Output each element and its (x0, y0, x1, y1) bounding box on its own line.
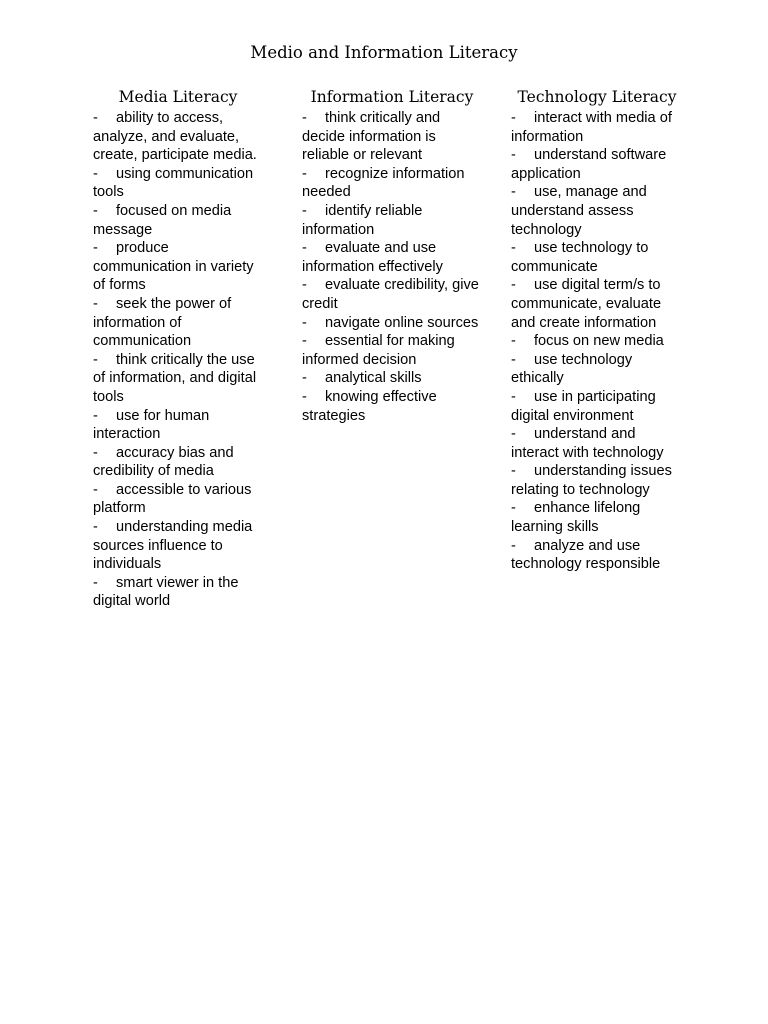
list-item (93, 351, 263, 407)
bullet-dash: - (511, 147, 516, 164)
list-item-text: analyze and use technology responsible (511, 537, 661, 573)
list-item (511, 462, 683, 499)
bullet-dash: - (93, 240, 98, 257)
list-item (93, 239, 263, 295)
list-item (302, 388, 482, 425)
list-item-text: evaluate and use information effectively (302, 240, 443, 275)
column-heading: Technology Literacy (517, 88, 677, 106)
list-item-text: using communication tools (93, 165, 254, 201)
list-item-text: understanding media sources influence to individuals (93, 519, 253, 573)
column-media-literacy (93, 86, 263, 611)
list-item (511, 332, 683, 351)
list-item-text: focused on media message (93, 202, 232, 238)
list-item (302, 239, 482, 276)
list-item (511, 239, 683, 276)
list-item (302, 314, 482, 333)
bullet-list (302, 109, 482, 425)
list-item (93, 574, 263, 611)
bullet-dash: - (93, 519, 98, 536)
list-item-text: enhance lifelong learning skills (511, 500, 641, 536)
list-item-text: smart viewer in the digital world (93, 574, 239, 610)
bullet-dash: - (511, 537, 516, 554)
list-item-text: use in participating digital environment (511, 388, 656, 424)
list-item-text: accessible to various platform (93, 481, 252, 517)
bullet-dash: - (511, 388, 516, 405)
bullet-dash: - (93, 351, 98, 368)
bullet-dash: - (511, 500, 516, 517)
list-item-text: understanding issues relating to technology (511, 463, 672, 498)
list-item (93, 165, 263, 202)
bullet-dash: - (93, 407, 98, 424)
list-item-text: accuracy bias and credibility of media (93, 444, 234, 480)
bullet-dash: - (511, 426, 516, 443)
list-item-text: identify reliable information (302, 202, 423, 238)
bullet-dash: - (511, 184, 516, 201)
bullet-dash: - (511, 240, 516, 257)
bullet-dash: - (302, 277, 307, 294)
list-item-text: think critically and decide information is reliable or relevant (302, 110, 441, 164)
column-information-literacy (302, 86, 482, 425)
list-item-text: use technology to communicate (511, 240, 649, 275)
list-item-text: analytical skills (325, 370, 422, 387)
list-item-text: use, manage and understand assess technology (511, 184, 647, 238)
list-item (511, 425, 683, 462)
bullet-list (511, 109, 683, 574)
bullet-dash: - (93, 202, 98, 219)
list-item-text: focus on new media (534, 333, 664, 350)
bullet-dash: - (93, 444, 98, 461)
bullet-dash: - (511, 463, 516, 480)
bullet-dash: - (511, 351, 516, 368)
bullet-dash: - (511, 333, 516, 350)
bullet-dash: - (511, 277, 516, 294)
list-item-text: produce communication in variety of forms (93, 240, 254, 294)
list-item (511, 146, 683, 183)
list-item (93, 518, 263, 574)
list-item-text: understand software application (511, 147, 667, 182)
list-item (302, 276, 482, 313)
list-item-text: ability to access, analyze, and evaluate, create, participate media. (93, 110, 257, 164)
list-item (93, 295, 263, 351)
bullet-dash: - (93, 574, 98, 591)
bullet-dash: - (93, 481, 98, 498)
bullet-list (93, 109, 263, 611)
list-item (511, 109, 683, 146)
list-item (93, 407, 263, 444)
list-item (93, 202, 263, 239)
column-technology-literacy (511, 86, 683, 574)
bullet-dash: - (302, 388, 307, 405)
list-item (302, 202, 482, 239)
list-item (511, 183, 683, 239)
list-item (511, 276, 683, 332)
bullet-dash: - (511, 110, 516, 126)
list-item (511, 537, 683, 574)
bullet-dash: - (93, 110, 98, 126)
list-item (93, 444, 263, 481)
list-item (93, 481, 263, 518)
list-item (93, 109, 263, 165)
list-item (511, 499, 683, 536)
column-heading: Media Literacy (118, 88, 238, 106)
bullet-dash: - (302, 165, 307, 182)
list-item-text: think critically the use of information, and digital tools (93, 351, 257, 405)
list-item-text: use digital term/s to communicate, evaluate and create information (511, 277, 662, 331)
bullet-dash: - (302, 370, 307, 387)
bullet-dash: - (93, 165, 98, 182)
list-item-text: evaluate credibility, give credit (302, 277, 479, 312)
list-item-text: interact with media of information (511, 110, 672, 145)
list-item-text: seek the power of information of communication (93, 295, 232, 350)
bullet-dash: - (302, 110, 307, 126)
list-item-text: use technology ethically (511, 351, 633, 387)
list-item (302, 369, 482, 388)
list-item-text: knowing effective strategies (302, 388, 437, 424)
bullet-dash: - (302, 333, 307, 350)
bullet-dash: - (302, 240, 307, 257)
list-item (511, 388, 683, 425)
list-item-text: navigate online sources (325, 314, 479, 331)
list-item-text: recognize information needed (302, 165, 465, 201)
list-item (302, 109, 482, 165)
bullet-dash: - (302, 314, 307, 331)
list-item (302, 165, 482, 202)
page-title: Medio and Information Literacy (250, 43, 518, 62)
list-item (511, 351, 683, 388)
column-heading: Information Literacy (310, 88, 474, 106)
list-item-text: understand and interact with technology (511, 426, 664, 461)
list-item-text: use for human interaction (93, 407, 210, 443)
bullet-dash: - (302, 202, 307, 219)
bullet-dash: - (93, 295, 98, 312)
list-item (302, 332, 482, 369)
list-item-text: essential for making informed decision (302, 333, 455, 368)
